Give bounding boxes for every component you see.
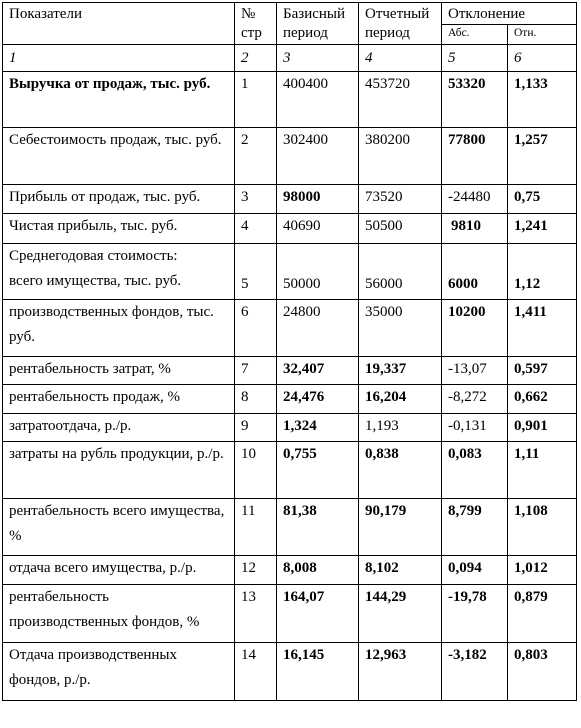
- row-rel-deviation: 1,12: [508, 244, 577, 300]
- col-number: 1: [3, 45, 235, 72]
- row-report-value: 0,838: [359, 442, 442, 499]
- row-label: затраты на рубль продукции, р./р.: [3, 442, 235, 499]
- row-report-value: 90,179: [359, 499, 442, 556]
- row-rel-deviation: 1,11: [508, 442, 577, 499]
- row-label-line: всего имущества, тыс. руб.: [9, 273, 182, 289]
- table-row: [3, 643, 577, 701]
- row-base-value: 302400: [277, 128, 359, 185]
- row-line-no: 11: [235, 499, 277, 556]
- header-report-period: Отчетный период: [359, 3, 442, 45]
- row-report-value: 19,337: [359, 357, 442, 385]
- row-base-value: 40690: [277, 214, 359, 244]
- row-report-value: 56000: [359, 244, 442, 300]
- table-row: [3, 72, 577, 128]
- table-row: [3, 357, 577, 385]
- column-numbers-row: [3, 45, 577, 72]
- col-number: 4: [359, 45, 442, 72]
- header-deviation: Отклонение: [442, 3, 577, 25]
- row-report-value: 16,204: [359, 385, 442, 414]
- row-base-value: 32,407: [277, 357, 359, 385]
- table-row: [3, 499, 577, 556]
- row-rel-deviation: 1,108: [508, 499, 577, 556]
- row-label: рентабельность всего имущества, %: [3, 499, 235, 556]
- row-base-value: 164,07: [277, 585, 359, 643]
- row-line-no: 7: [235, 357, 277, 385]
- col-number: 2: [235, 45, 277, 72]
- row-rel-deviation: 0,879: [508, 585, 577, 643]
- row-label: Прибыль от продаж, тыс. руб.: [3, 185, 235, 214]
- row-base-value: 24,476: [277, 385, 359, 414]
- row-base-value: 98000: [277, 185, 359, 214]
- row-base-value: 1,324: [277, 414, 359, 442]
- row-base-value: 8,008: [277, 556, 359, 585]
- row-base-value: 24800: [277, 300, 359, 357]
- row-rel-deviation: 0,803: [508, 643, 577, 701]
- row-rel-deviation: 1,133: [508, 72, 577, 128]
- row-report-value: 50500: [359, 214, 442, 244]
- row-abs-deviation: 0,094: [442, 556, 508, 585]
- row-abs-deviation: -3,182: [442, 643, 508, 701]
- row-line-no: 2: [235, 128, 277, 185]
- header-row: [3, 3, 577, 25]
- header-abs: Абс.: [442, 25, 508, 45]
- row-base-value: 0,755: [277, 442, 359, 499]
- row-abs-deviation: -0,131: [442, 414, 508, 442]
- row-label-line: Среднегодовая стоимость:: [9, 248, 178, 264]
- row-abs-deviation: 9810: [442, 214, 508, 244]
- row-abs-deviation: 6000: [442, 244, 508, 300]
- table-row: [3, 128, 577, 185]
- row-rel-deviation: 0,597: [508, 357, 577, 385]
- row-rel-deviation: 0,662: [508, 385, 577, 414]
- header-indicators: Показатели: [3, 3, 235, 45]
- col-number: 5: [442, 45, 508, 72]
- row-report-value: 35000: [359, 300, 442, 357]
- row-report-value: 453720: [359, 72, 442, 128]
- row-report-value: 12,963: [359, 643, 442, 701]
- row-label: Выручка от продаж, тыс. руб.: [3, 72, 235, 128]
- table-row: [3, 214, 577, 244]
- row-label: [3, 244, 235, 300]
- row-label: отдача всего имущества, р./р.: [3, 556, 235, 585]
- table-row: [3, 385, 577, 414]
- row-label: рентабельность производственных фондов, %: [3, 585, 235, 643]
- row-rel-deviation: 1,411: [508, 300, 577, 357]
- row-report-value: 8,102: [359, 556, 442, 585]
- row-report-value: 144,29: [359, 585, 442, 643]
- row-label: Отдача производственных фондов, р./р.: [3, 643, 235, 701]
- row-report-value: 73520: [359, 185, 442, 214]
- row-line-no: 13: [235, 585, 277, 643]
- row-label: Чистая прибыль, тыс. руб.: [3, 214, 235, 244]
- row-rel-deviation: 0,75: [508, 185, 577, 214]
- row-abs-deviation: 0,083: [442, 442, 508, 499]
- indicators-table: [2, 2, 577, 701]
- row-rel-deviation: 1,012: [508, 556, 577, 585]
- row-label: затратоотдача, р./р.: [3, 414, 235, 442]
- row-base-value: 50000: [277, 244, 359, 300]
- row-rel-deviation: 1,257: [508, 128, 577, 185]
- row-label: рентабельность продаж, %: [3, 385, 235, 414]
- row-line-no: 10: [235, 442, 277, 499]
- header-base-period: Базисный период: [277, 3, 359, 45]
- row-line-no: 1: [235, 72, 277, 128]
- row-base-value: 16,145: [277, 643, 359, 701]
- row-base-value: 400400: [277, 72, 359, 128]
- row-label: Себестоимость продаж, тыс. руб.: [3, 128, 235, 185]
- row-line-no: 4: [235, 214, 277, 244]
- row-label: рентабельность затрат, %: [3, 357, 235, 385]
- row-report-value: 1,193: [359, 414, 442, 442]
- row-report-value: 380200: [359, 128, 442, 185]
- header-rel: Отн.: [508, 25, 577, 45]
- row-base-value: 81,38: [277, 499, 359, 556]
- col-number: 3: [277, 45, 359, 72]
- row-abs-deviation: 10200: [442, 300, 508, 357]
- row-abs-deviation: 53320: [442, 72, 508, 128]
- table-row: [3, 442, 577, 499]
- table-row: [3, 556, 577, 585]
- header-line-no: № стр: [235, 3, 277, 45]
- table-row: [3, 414, 577, 442]
- row-line-no: 14: [235, 643, 277, 701]
- row-abs-deviation: -19,78: [442, 585, 508, 643]
- row-abs-deviation: 8,799: [442, 499, 508, 556]
- row-abs-deviation: -24480: [442, 185, 508, 214]
- row-line-no: 9: [235, 414, 277, 442]
- table-row: [3, 300, 577, 357]
- row-abs-deviation: 77800: [442, 128, 508, 185]
- col-number: 6: [508, 45, 577, 72]
- row-rel-deviation: 1,241: [508, 214, 577, 244]
- row-rel-deviation: 0,901: [508, 414, 577, 442]
- row-abs-deviation: -8,272: [442, 385, 508, 414]
- row-abs-deviation: -13,07: [442, 357, 508, 385]
- row-label: производственных фондов, тыс. руб.: [3, 300, 235, 357]
- table-row: [3, 244, 577, 300]
- table-row: [3, 585, 577, 643]
- row-line-no: 6: [235, 300, 277, 357]
- table-row: [3, 185, 577, 214]
- row-line-no: 3: [235, 185, 277, 214]
- row-line-no: 5: [235, 244, 277, 300]
- row-line-no: 8: [235, 385, 277, 414]
- row-line-no: 12: [235, 556, 277, 585]
